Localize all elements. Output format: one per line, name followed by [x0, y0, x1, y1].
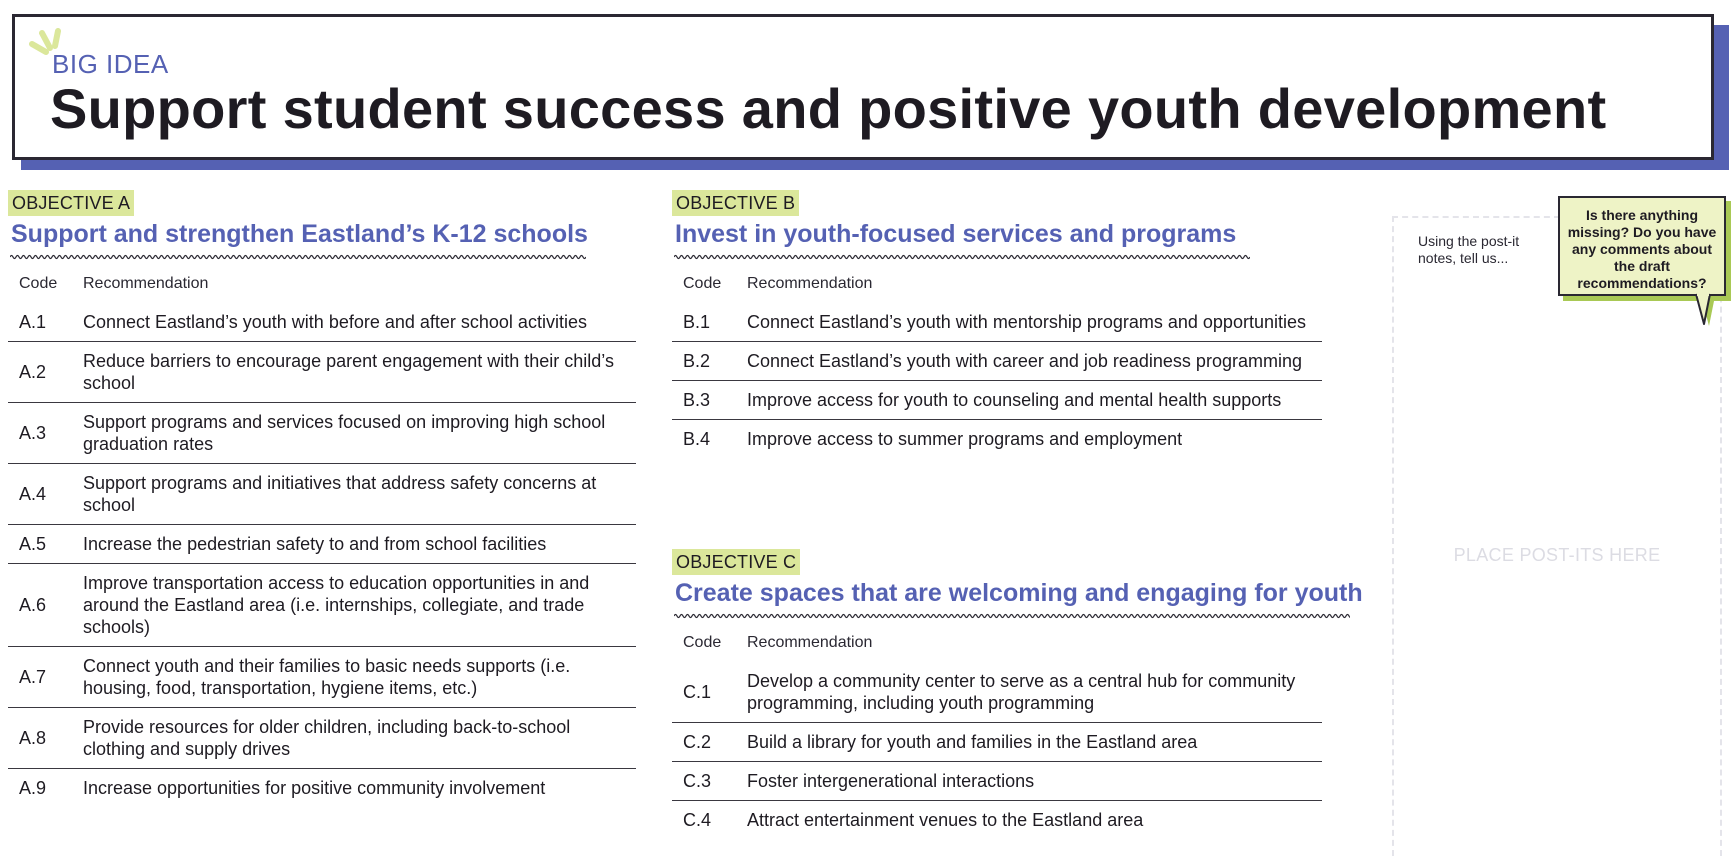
- recommendation-text: Support programs and services focused on improving high school graduation rates: [83, 403, 636, 464]
- question-bubble: Is there anything missing? Do you have any comments about the draft recommendations?: [1558, 196, 1726, 296]
- recommendations-table: [672, 630, 1322, 839]
- recommendations-table: [8, 271, 636, 807]
- table-row: [672, 801, 1322, 840]
- recommendation-text: Foster intergenerational interactions: [747, 762, 1322, 801]
- table-row: [8, 525, 636, 564]
- recommendation-text: Improve access to summer programs and employment: [747, 429, 1183, 449]
- table-row: [8, 342, 636, 403]
- table-row: [672, 303, 1322, 342]
- recommendation-text: Build a library for youth and families in the Eastland area: [747, 723, 1322, 762]
- table-row: [8, 564, 636, 647]
- recommendation-code: A.5: [8, 525, 83, 564]
- question-callout: [1558, 196, 1728, 336]
- table-row: [672, 342, 1322, 381]
- table-row: [8, 464, 636, 525]
- objective-label: OBJECTIVE A: [8, 190, 134, 216]
- recommendation-code: B.1: [672, 303, 747, 342]
- column-header-code: Code: [683, 634, 722, 651]
- recommendation-code: A.2: [8, 342, 83, 403]
- recommendation-code: A.6: [8, 564, 83, 647]
- table-header-row: [672, 630, 1322, 662]
- column-header-recommendation: Recommendation: [747, 275, 873, 292]
- objective-title: Invest in youth-focused services and programs: [675, 220, 1237, 248]
- recommendation-text: Improve access for youth to counseling and mental health supports: [747, 381, 1322, 420]
- wavy-underline: [674, 253, 1250, 261]
- page-title: Support student success and positive youth development: [50, 77, 1607, 140]
- table-header-row: [672, 271, 1322, 303]
- objective-b: [672, 190, 1322, 458]
- recommendation-text: Attract entertainment venues to the Eastland area: [747, 810, 1144, 830]
- recommendation-text: Increase the pedestrian safety to and from school facilities: [83, 525, 636, 564]
- wavy-underline: [674, 612, 1350, 620]
- column-header-code: Code: [19, 275, 58, 292]
- recommendation-text: Support programs and initiatives that address safety concerns at school: [83, 464, 636, 525]
- recommendation-code: C.1: [672, 662, 747, 723]
- objective-title: Create spaces that are welcoming and engaging for youth: [675, 579, 1363, 607]
- recommendation-code: C.3: [672, 762, 747, 801]
- recommendation-text: Connect Eastland’s youth with mentorship programs and opportunities: [747, 303, 1322, 342]
- speech-tail-icon: [1694, 292, 1718, 328]
- recommendation-code: A.9: [19, 778, 47, 798]
- recommendation-code: B.4: [683, 429, 711, 449]
- recommendation-code: A.7: [8, 647, 83, 708]
- recommendation-text: Connect youth and their families to basic needs supports (i.e. housing, food, transportation, hygiene items, etc.): [83, 647, 636, 708]
- objective-label: OBJECTIVE C: [672, 549, 800, 575]
- table-row: [672, 762, 1322, 801]
- table-row: [672, 420, 1322, 459]
- recommendations-table: [672, 271, 1322, 458]
- recommendation-code: A.8: [8, 708, 83, 769]
- recommendation-code: C.4: [683, 810, 712, 830]
- table-row: [8, 303, 636, 342]
- table-row: [672, 723, 1322, 762]
- objective-a: [8, 190, 636, 807]
- recommendation-code: B.3: [672, 381, 747, 420]
- table-row: [8, 708, 636, 769]
- table-row: [672, 662, 1322, 723]
- objective-title: Support and strengthen Eastland’s K-12 schools: [11, 220, 588, 248]
- column-header-recommendation: Recommendation: [747, 634, 873, 651]
- table-header-row: [8, 271, 636, 303]
- recommendation-code: B.2: [672, 342, 747, 381]
- recommendation-code: A.1: [8, 303, 83, 342]
- column-header-code: Code: [683, 275, 722, 292]
- recommendation-text: Connect Eastland’s youth with career and job readiness programming: [747, 342, 1322, 381]
- recommendation-text: Reduce barriers to encourage parent engagement with their child’s school: [83, 342, 636, 403]
- recommendation-text: Develop a community center to serve as a central hub for community programming, including youth programming: [747, 662, 1322, 723]
- recommendation-text: Connect Eastland’s youth with before and after school activities: [83, 303, 636, 342]
- table-row: [8, 403, 636, 464]
- objective-label: OBJECTIVE B: [672, 190, 799, 216]
- table-row: [8, 647, 636, 708]
- table-row: [672, 381, 1322, 420]
- objective-c: [672, 549, 1363, 839]
- post-it-placeholder: PLACE POST-ITS HERE: [1453, 545, 1661, 565]
- wavy-underline: [10, 253, 586, 261]
- big-idea-label: BIG IDEA: [52, 49, 169, 79]
- recommendation-code: A.3: [8, 403, 83, 464]
- post-it-instructions: Using the post-it notes, tell us...: [1418, 233, 1520, 266]
- recommendation-code: C.2: [672, 723, 747, 762]
- recommendation-text: Increase opportunities for positive community involvement: [83, 778, 546, 798]
- recommendation-text: Improve transportation access to education opportunities in and around the Eastland area (i.e. internships, collegiate, and trade schools): [83, 564, 636, 647]
- recommendation-text: Provide resources for older children, including back-to-school clothing and supply drives: [83, 708, 636, 769]
- recommendation-code: A.4: [8, 464, 83, 525]
- column-header-recommendation: Recommendation: [83, 275, 209, 292]
- table-row: [8, 769, 636, 808]
